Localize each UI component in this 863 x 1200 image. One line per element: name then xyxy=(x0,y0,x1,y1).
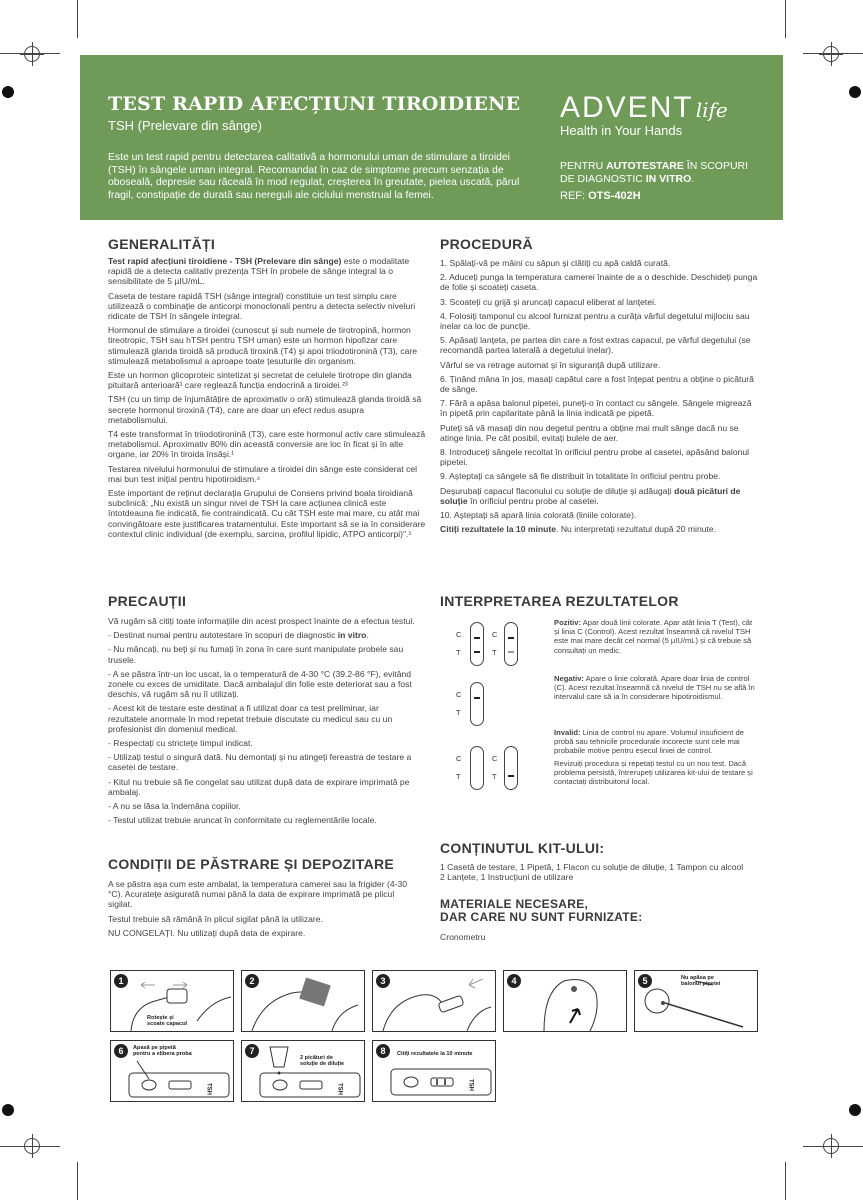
paragraph: Este un hormon glicoproteic sintetizat și secretat de celulele tirotrope din glanda pituitară anterioară¹ care reglează funcția endocrină a tiroidei.²³ xyxy=(108,370,412,391)
crop-mark xyxy=(77,1162,78,1200)
step-note-line: balonul pipetei xyxy=(681,981,721,988)
intro-text: Este un test rapid pentru detectarea calitativă a hormonului uman de stimulare a tiroidei (TSH) în sângele uman integral. Recomandat în caz de simptome precum senzația de oboseală, depresie sau răceală în mod regulat, creșterea în greutate, pielea uscată, părul fragil, constipație de durată sau nereguli ale ciclului menstrual la femei. xyxy=(108,152,520,201)
step-number: 1 xyxy=(114,974,128,988)
brand-tagline: Health in Your Hands xyxy=(560,123,683,138)
step-bold: două picături de soluție xyxy=(440,485,741,506)
cassette-positive-faint xyxy=(504,622,518,666)
cassette-invalid-empty xyxy=(470,746,484,790)
step-text: . Nu interpretați rezultatul după 20 minute. xyxy=(556,524,717,535)
paragraph: NU CONGELAȚI. Nu utilizați după data de expirare. xyxy=(108,927,306,938)
result-label: Negativ: xyxy=(554,674,584,683)
procedure-step: 5. Apăsați lanțeta, pe partea din care a fost extras capacul, pe vârful degetului (se recomandă partea laterală a degetului inelar). xyxy=(440,335,751,356)
result-negative xyxy=(554,674,759,702)
section-heading-interpretare: INTERPRETAREA REZULTATELOR xyxy=(440,593,679,609)
usage-bold: AUTOTESTARE xyxy=(606,160,684,172)
control-line xyxy=(474,637,480,639)
step-bold: Citiți rezultatele la 10 minute xyxy=(440,524,557,535)
page-subtitle: TSH (Prelevare din sânge) xyxy=(108,118,262,133)
list-item: - Kitul nu trebuie să fie congelat sau utilizat după data de expirare imprimată pe ambalaj. xyxy=(108,776,410,797)
control-line xyxy=(508,637,514,639)
paragraph: TSH (cu un timp de înjumătățire de aproximativ o oră) stimulează glanda tiroidă să secrete hormonul tiroxină (T4), care are doar un efect redus asupra metabolismului. xyxy=(108,394,422,425)
test-label: T xyxy=(456,648,461,657)
paragraph: A se păstra așa cum este ambalat, la temperatura camerei sau la frigider (4-30 °C). Acuratețe asigurată numai până la data de expirare imprimată pe plicul sigilat. xyxy=(108,879,408,910)
crop-mark xyxy=(77,0,78,38)
procedure-step: 10. Așteptați să apară linia colorată (liniile colorate). xyxy=(440,510,637,521)
cassette-invalid-test-only xyxy=(504,746,518,790)
registration-dot xyxy=(849,86,861,98)
result-text: Apar două linii colorate. Apar atât linia T (Test), cât și linia C (Control). Acest rezultat înseamnă că nivelul TSH este mai mare decât cel normal (5 µIU/mL) și că trebuie să consultați un medic. xyxy=(554,618,753,655)
section-heading-continut: CONȚINUTUL KIT-ULUI: xyxy=(440,840,605,856)
step-note-line: 2 picături de xyxy=(300,1055,333,1061)
list-item: - Testul utilizat trebuie aruncat în conformitate cu reglementările locale. xyxy=(108,815,377,826)
step-number: 6 xyxy=(114,1044,128,1058)
step-text: Deșurubați capacul flaconului cu soluție de diluție și adăugați xyxy=(440,485,675,496)
procedure-step: Puteți să vă masați din nou degetul pentru a obține mai mult sânge dacă nu se atinge linia. Pe cât posibil, evitați bulele de aer. xyxy=(440,422,739,443)
result-label: Pozitiv: xyxy=(554,618,582,627)
page-title: TEST RAPID AFECȚIUNI TIROIDIENE xyxy=(108,93,521,115)
procedure-step: 7. Fără a apăsa balonul pipetei, puneți-o în contact cu sângele. Sângele migrează în pipetă prin capilaritate până la linia indicată pe pipetă. xyxy=(440,398,752,419)
list-item: - Acest kit de testare este destinat a fi utilizat doar ca test preliminar, iar rezultatele anormale în mod repetat trebuie discutate cu medicul sau cu un profesionist din domeniul medical. xyxy=(108,703,393,734)
usage-text: PENTRU xyxy=(560,160,607,172)
brand-logo xyxy=(560,91,760,138)
step-5-panel xyxy=(634,970,758,1032)
generalitati-body xyxy=(108,256,426,543)
procedure-step: 6. Ținând mâna în jos, masați capătul care a fost înțepat pentru a obține o picătură de sânge. xyxy=(440,373,754,395)
list-item: - A nu se lăsa la îndemâna copiilor. xyxy=(108,801,241,812)
step-number: 8 xyxy=(376,1044,390,1058)
paragraph xyxy=(108,256,426,287)
cassette-positive-strong xyxy=(470,622,484,666)
section-heading-materiale xyxy=(440,898,643,924)
step-7-panel xyxy=(241,1040,365,1102)
list-item-text: - Destinat numai pentru autotestare în scopuri de diagnostic xyxy=(108,630,338,641)
list-item xyxy=(108,630,420,640)
pastrare-body xyxy=(108,879,420,942)
header-banner xyxy=(80,55,783,220)
step-note xyxy=(133,1045,192,1058)
control-label: C xyxy=(456,690,462,699)
step-note: Citiți rezultatele la 10 minute xyxy=(397,1051,473,1057)
control-label: C xyxy=(492,754,498,763)
control-line xyxy=(474,697,480,699)
registration-mark xyxy=(24,46,40,62)
step-1-panel xyxy=(110,970,234,1032)
registration-mark xyxy=(823,1138,839,1154)
usage-bold: IN VITRO xyxy=(645,172,692,185)
paragraph-bold: Test rapid afecțiuni tiroidiene - TSH (Prelevare din sânge) xyxy=(108,256,342,266)
brand-suffix: life xyxy=(695,98,728,122)
list-item: - Nu mâncați, nu beți și nu fumați în zona în care sunt manipulate probele sau trusele. xyxy=(108,644,404,665)
step-3-panel xyxy=(372,970,496,1032)
registration-mark xyxy=(823,46,839,62)
step-number: 7 xyxy=(245,1044,259,1058)
registration-dot xyxy=(2,1104,14,1116)
kit-contents-line: 1 Casetă de testare, 1 Pipetă, 1 Flacon cu soluție de diluție, 1 Tampon cu alcool xyxy=(440,862,744,872)
procedure-step: Vârful se va retrage automat și în siguranță după utilizare. xyxy=(440,359,661,370)
procedure-step: 9. Așteptați ca sângele să fie distribuit în totalitate în orificiul pentru probe. xyxy=(440,471,721,482)
registration-mark xyxy=(24,1138,40,1154)
brand-name: ADVENT xyxy=(560,91,694,124)
paragraph: Testul trebuie să rămână în plicul sigilat până la utilizare. xyxy=(108,913,323,924)
crop-mark xyxy=(785,0,786,38)
result-invalid xyxy=(554,728,759,786)
ref-label: REF: xyxy=(560,190,589,202)
step-note xyxy=(681,975,720,988)
step-note-line: Apasă pe pipetă xyxy=(133,1045,176,1051)
precautii-body xyxy=(108,616,420,829)
section-heading-generalitati: GENERALITĂȚI xyxy=(108,236,216,252)
control-label: C xyxy=(456,630,462,639)
procedure-step: 1. Spălați-vă pe mâini cu săpun și clătiți cu apă caldă curată. xyxy=(440,258,671,268)
test-line xyxy=(474,651,480,653)
step-number: 5 xyxy=(638,974,652,988)
step-number: 3 xyxy=(376,974,390,988)
registration-dot xyxy=(849,1104,861,1116)
result-text: Linia de control nu apare. Volumul insuficient de probă sau tehnicile procedurale incorecte sunt cele mai probabile motive pentru eșecul liniei de control. xyxy=(554,728,744,756)
usage-statement xyxy=(560,160,770,203)
step-note xyxy=(300,1055,344,1068)
usage-text: . xyxy=(691,172,695,185)
procedure-step: 4. Folosiți tamponul cu alcool furnizat pentru a curăța vârful degetului mijlociu sau inelar ca loc de puncție. xyxy=(440,310,750,332)
section-heading-procedura: PROCEDURĂ xyxy=(440,236,533,252)
usage-text: DE DIAGNOSTIC xyxy=(560,172,646,185)
paragraph-text: este o modalitate rapidă de a detecta calitativ prezența TSH în probele de sânge integral la o sensibilitate de 5 µIU/mL. xyxy=(108,256,410,287)
step-8-panel xyxy=(372,1040,496,1102)
paragraph: Vă rugăm să citiți toate informațiile din acest prospect înainte de a efectua testul. xyxy=(108,616,415,626)
finger-massage-icon xyxy=(504,971,628,1033)
section-heading-precautii: PRECAUȚII xyxy=(108,593,187,609)
control-label: C xyxy=(456,754,462,763)
usage-text: ÎN SCOPURI xyxy=(683,160,749,172)
test-label: T xyxy=(456,772,461,781)
step-note xyxy=(147,1015,187,1028)
test-line xyxy=(508,775,514,777)
list-item: - Utilizați testul o singură dată. Nu demontați și nu atingeți fereastra de testare a casetei de testare. xyxy=(108,752,412,773)
cassette-label: TSH xyxy=(336,1083,343,1095)
step-note-line: Rotește și xyxy=(147,1015,174,1021)
step-note-line: soluție de diluție xyxy=(300,1061,345,1068)
continut-body xyxy=(440,862,770,882)
cassette-label: TSH xyxy=(467,1079,474,1091)
test-line-faint xyxy=(508,651,514,653)
procedure-step: 8. Introduceți sângele recoltat în orificiul pentru probe al casetei, apăsând balonul pipetei. xyxy=(440,447,750,468)
paragraph: Testarea nivelului hormonului de stimulare a tiroidei din sânge este considerat cel mai bun test inițial pentru hipotiroidism.⁴ xyxy=(108,463,418,484)
crop-mark xyxy=(785,1162,786,1200)
step-number: 2 xyxy=(245,974,259,988)
procedure-step xyxy=(440,486,758,506)
procedure-step xyxy=(440,524,758,534)
cassette-negative xyxy=(470,682,484,726)
list-item: - A se păstra într-un loc uscat, la o temperatură de 4-30 °C (39.2-86 °F), evitând zonele cu exces de umiditate. Dacă ambalajul din folie este deteriorat sau a fost deschis, vă rugăm să nu îl utilizați. xyxy=(108,668,412,700)
result-text: Apare o linie colorată. Apare doar linia de control (C). Acest rezultat înseamnă că nivelul de TSH nu se află în intervalul care să ia în considerare hipotiroidismul. xyxy=(554,674,755,702)
step-2-panel xyxy=(241,970,365,1032)
test-label: T xyxy=(492,648,497,657)
step-note-line: Nu apăsa pe xyxy=(681,975,714,981)
section-heading-pastrare: CONDIȚII DE PĂSTRARE ȘI DEPOZITARE xyxy=(108,856,395,872)
step-note-line: scoate capacul xyxy=(147,1021,188,1028)
paragraph: T4 este transformat în triiodotironină (T3), care este hormonul activ care stimulează metabolismul. Aproximativ 80% din această conversie are loc în ficat și în alte organe, iar 20% în tiroida însăși.¹ xyxy=(108,429,426,460)
list-item: - Respectați cu strictețe timpul indicat. xyxy=(108,738,253,749)
step-number: 4 xyxy=(507,974,521,988)
procedure-step: 2. Aduceți punga la temperatura camerei înainte de a o deschide. Deschideți punga de folie și scoateți caseta. xyxy=(440,272,758,293)
result-positive xyxy=(554,618,759,655)
test-label: T xyxy=(456,708,461,717)
procedura-body xyxy=(440,258,758,538)
list-item-bold: in vitro xyxy=(337,630,367,641)
alcohol-swab-icon xyxy=(242,971,366,1033)
paragraph: Caseta de testare rapidă TSH (sânge integral) constituie un test simplu care utilizează o combinație de anticorpi monoclonali pentru a detecta selectiv niveluri ridicate de TSH în sângele integral. xyxy=(108,290,416,322)
kit-contents-line: 2 Lanțete, 1 Instrucțiuni de utilizare xyxy=(440,872,574,883)
ref-value: OTS-402H xyxy=(588,190,641,202)
registration-dot xyxy=(2,86,14,98)
diluent-drop-icon xyxy=(242,1041,366,1103)
lancet-press-icon xyxy=(373,971,497,1033)
step-6-panel xyxy=(110,1040,234,1102)
heading-line: MATERIALE NECESARE, xyxy=(440,897,589,911)
test-label: T xyxy=(492,772,497,781)
step-text: în orificiul pentru probe al casetei. xyxy=(467,495,599,506)
list-item-text: . xyxy=(366,630,369,641)
step-note-line: pentru a elibera proba xyxy=(133,1051,192,1058)
control-label: C xyxy=(492,630,498,639)
paragraph: Este important de reținut declarația Grupului de Consens privind boala tiroidiană subclinică: „Nu există un singur nivel de TSH la care acțiunea clinică este întotdeauna fie indicată, fie contraindicată. Cu cât TSH este mai mare, cu atât mai convingătoare este justificarea tratamentului. Este important să se ia în considerare contextul clinic individual (de exemplu, sarcina, profilul lipidic, ATPO anticorpi)”.⁵ xyxy=(108,488,426,539)
paragraph: Hormonul de stimulare a tiroidei (cunoscut și sub numele de tirotropină, hormon tireotropic, TSH sau hTSH pentru TSH uman) este un hormon hipofizar care stimulează glanda tiroidă să producă tiroxină (T4) și apoi triiodotironină (T3), care stimulează metabolismul a aproape toate țesuturile din organism. xyxy=(108,325,418,366)
result-label: Invalid: xyxy=(554,728,581,737)
cassette-label: TSH xyxy=(205,1083,212,1095)
step-4-panel xyxy=(503,970,627,1032)
procedure-step: 3. Scoateți cu grijă și aruncați capacul eliberat al lanțetei. xyxy=(440,296,657,307)
materiale-body: Cronometru xyxy=(440,932,486,942)
heading-line: DAR CARE NU SUNT FURNIZATE: xyxy=(440,910,643,924)
result-text: Revizuiți procedura și repetați testul cu un nou test. Dacă problema persistă, întrerupeți utilizarea kit-ului de testare și contactați distribuitorul local. xyxy=(554,758,753,787)
